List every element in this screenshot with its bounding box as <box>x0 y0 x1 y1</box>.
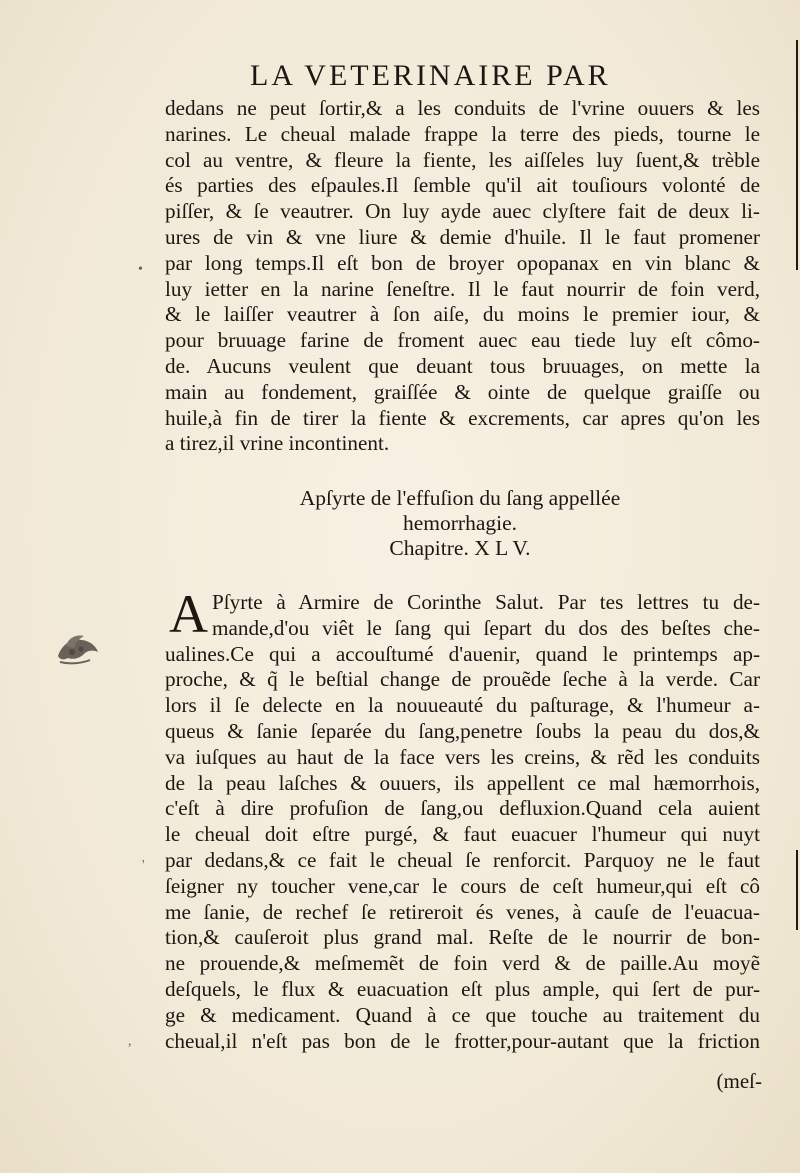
chapter-line: me ſanie, de rechef ſe retireroit és venes, à cauſe de l'euacua- <box>165 899 760 924</box>
chapter-line: ge & medicament. Quand à ce que touche au traitement du <box>165 1002 760 1027</box>
body-text <box>165 96 760 457</box>
chapter-line: ſeigner ny toucher vene,car le cours de ceſt humeur,qui eſt cô <box>165 873 760 898</box>
body-line: huile,à fin de tirer la fiente & excrements, car apres qu'on les <box>165 405 760 430</box>
body-line: & le laiſſer veautrer à ſon aiſe, du moins le premier iour, & <box>165 302 760 327</box>
body-line: col au ventre, & fleure la fiente, les aiſſeles luy ſuent,& trèble <box>165 147 760 172</box>
body-line: par long temps.Il eſt bon de broyer opopanax en vin blanc & <box>165 250 760 275</box>
chapter-body <box>165 584 760 1054</box>
body-line: a tirez,il vrine incontinent. <box>165 431 390 456</box>
chapter-line: par dedans,& ce fait le cheual ſe renforcit. Parquoy ne le faut <box>165 847 760 872</box>
page-edge-shadow <box>796 40 798 270</box>
printers-ornament-icon <box>54 628 102 668</box>
margin-mark: , <box>128 1034 132 1049</box>
body-line: ures de vin & vne liure & demie d'huile. Il le faut promener <box>165 224 760 249</box>
catchword: (meſ- <box>716 1069 762 1093</box>
body-line: luy ietter en la narine ſeneſtre. Il le faut nourrir de foin verd, <box>165 276 760 301</box>
chapter-line: va iuſques au haut de la face vers les creins, & rẽd les conduits <box>165 744 760 769</box>
page-edge-shadow <box>796 850 798 930</box>
body-line: narines. Le cheual malade frappe la terre des pieds, tourne le <box>165 121 760 146</box>
body-line: main au fondement, graiſſée & ointe de quelque graiſſe ou <box>165 379 760 404</box>
body-line: pour bruuage farine de froment auec eau tiede luy eſt cômo- <box>165 328 760 353</box>
chapter-heading <box>270 486 650 561</box>
margin-mark: • <box>138 262 143 277</box>
chapter-line: le cheual doit eſtre purgé, & faut euacuer l'humeur qui nuyt <box>165 822 760 847</box>
body-line: és parties des eſpaules.Il ſemble qu'il ait touſiours volonté de <box>165 173 760 198</box>
chapter-line: cheual,il n'eſt pas bon de le frotter,pour-autant que la friction <box>165 1028 760 1053</box>
chapter-line: de la peau laſches & ouuers, ils appellent ce mal hæmorrhois, <box>165 770 760 795</box>
body-line: dedans ne peut ſortir,& a les conduits de l'vrine ouuers & les <box>165 96 760 120</box>
margin-mark: ' <box>142 858 145 873</box>
body-line: piſſer, & ſe veautrer. On luy ayde auec clyſtere fait de deux li- <box>165 199 760 224</box>
chapter-line: Pſyrte à Armire de Corinthe Salut. Par tes lettres tu de- <box>212 590 760 614</box>
chapter-line: ne prouende,& meſmemẽt de foin verd & de paille.Au moyẽ <box>165 951 760 976</box>
drop-cap: A <box>169 584 208 644</box>
chapter-line: tion,& cauſeroit plus grand mal. Reſte de le nourrir de bon- <box>165 925 760 950</box>
chapter-line: deſquels, le flux & euacuation eſt plus ample, qui ſert de pur- <box>165 976 760 1001</box>
chapter-title-line: Apſyrte de l'effuſion du ſang appellée <box>299 486 621 510</box>
chapter-line: proche, & q̃ le beſtial change de prouẽde ſeche à la verde. Car <box>165 667 760 692</box>
chapter-line: ualines.Ce qui a accouſtumé d'auenir, quand le printemps ap- <box>165 641 760 666</box>
chapter-number: Chapitre. X L V. <box>389 536 531 560</box>
running-head: LA VETERINAIRE PAR <box>250 59 611 92</box>
chapter-line: lors il ſe delecte en la nouueauté du paſturage, & l'humeur a- <box>165 693 760 718</box>
chapter-line: mande,d'ou viêt le ſang qui ſepart du dos des beſtes che- <box>212 615 760 640</box>
chapter-line: c'eſt à dire profuſion de ſang,ou defluxion.Quand cela auient <box>165 796 760 821</box>
body-line: de. Aucuns veulent que deuant tous bruuages, on mette la <box>165 353 760 378</box>
chapter-line: queus & ſanie ſeparée du ſang,penetre ſoubs la peau du dos,& <box>165 718 760 743</box>
chapter-title-line: hemorrhagie. <box>402 511 518 535</box>
